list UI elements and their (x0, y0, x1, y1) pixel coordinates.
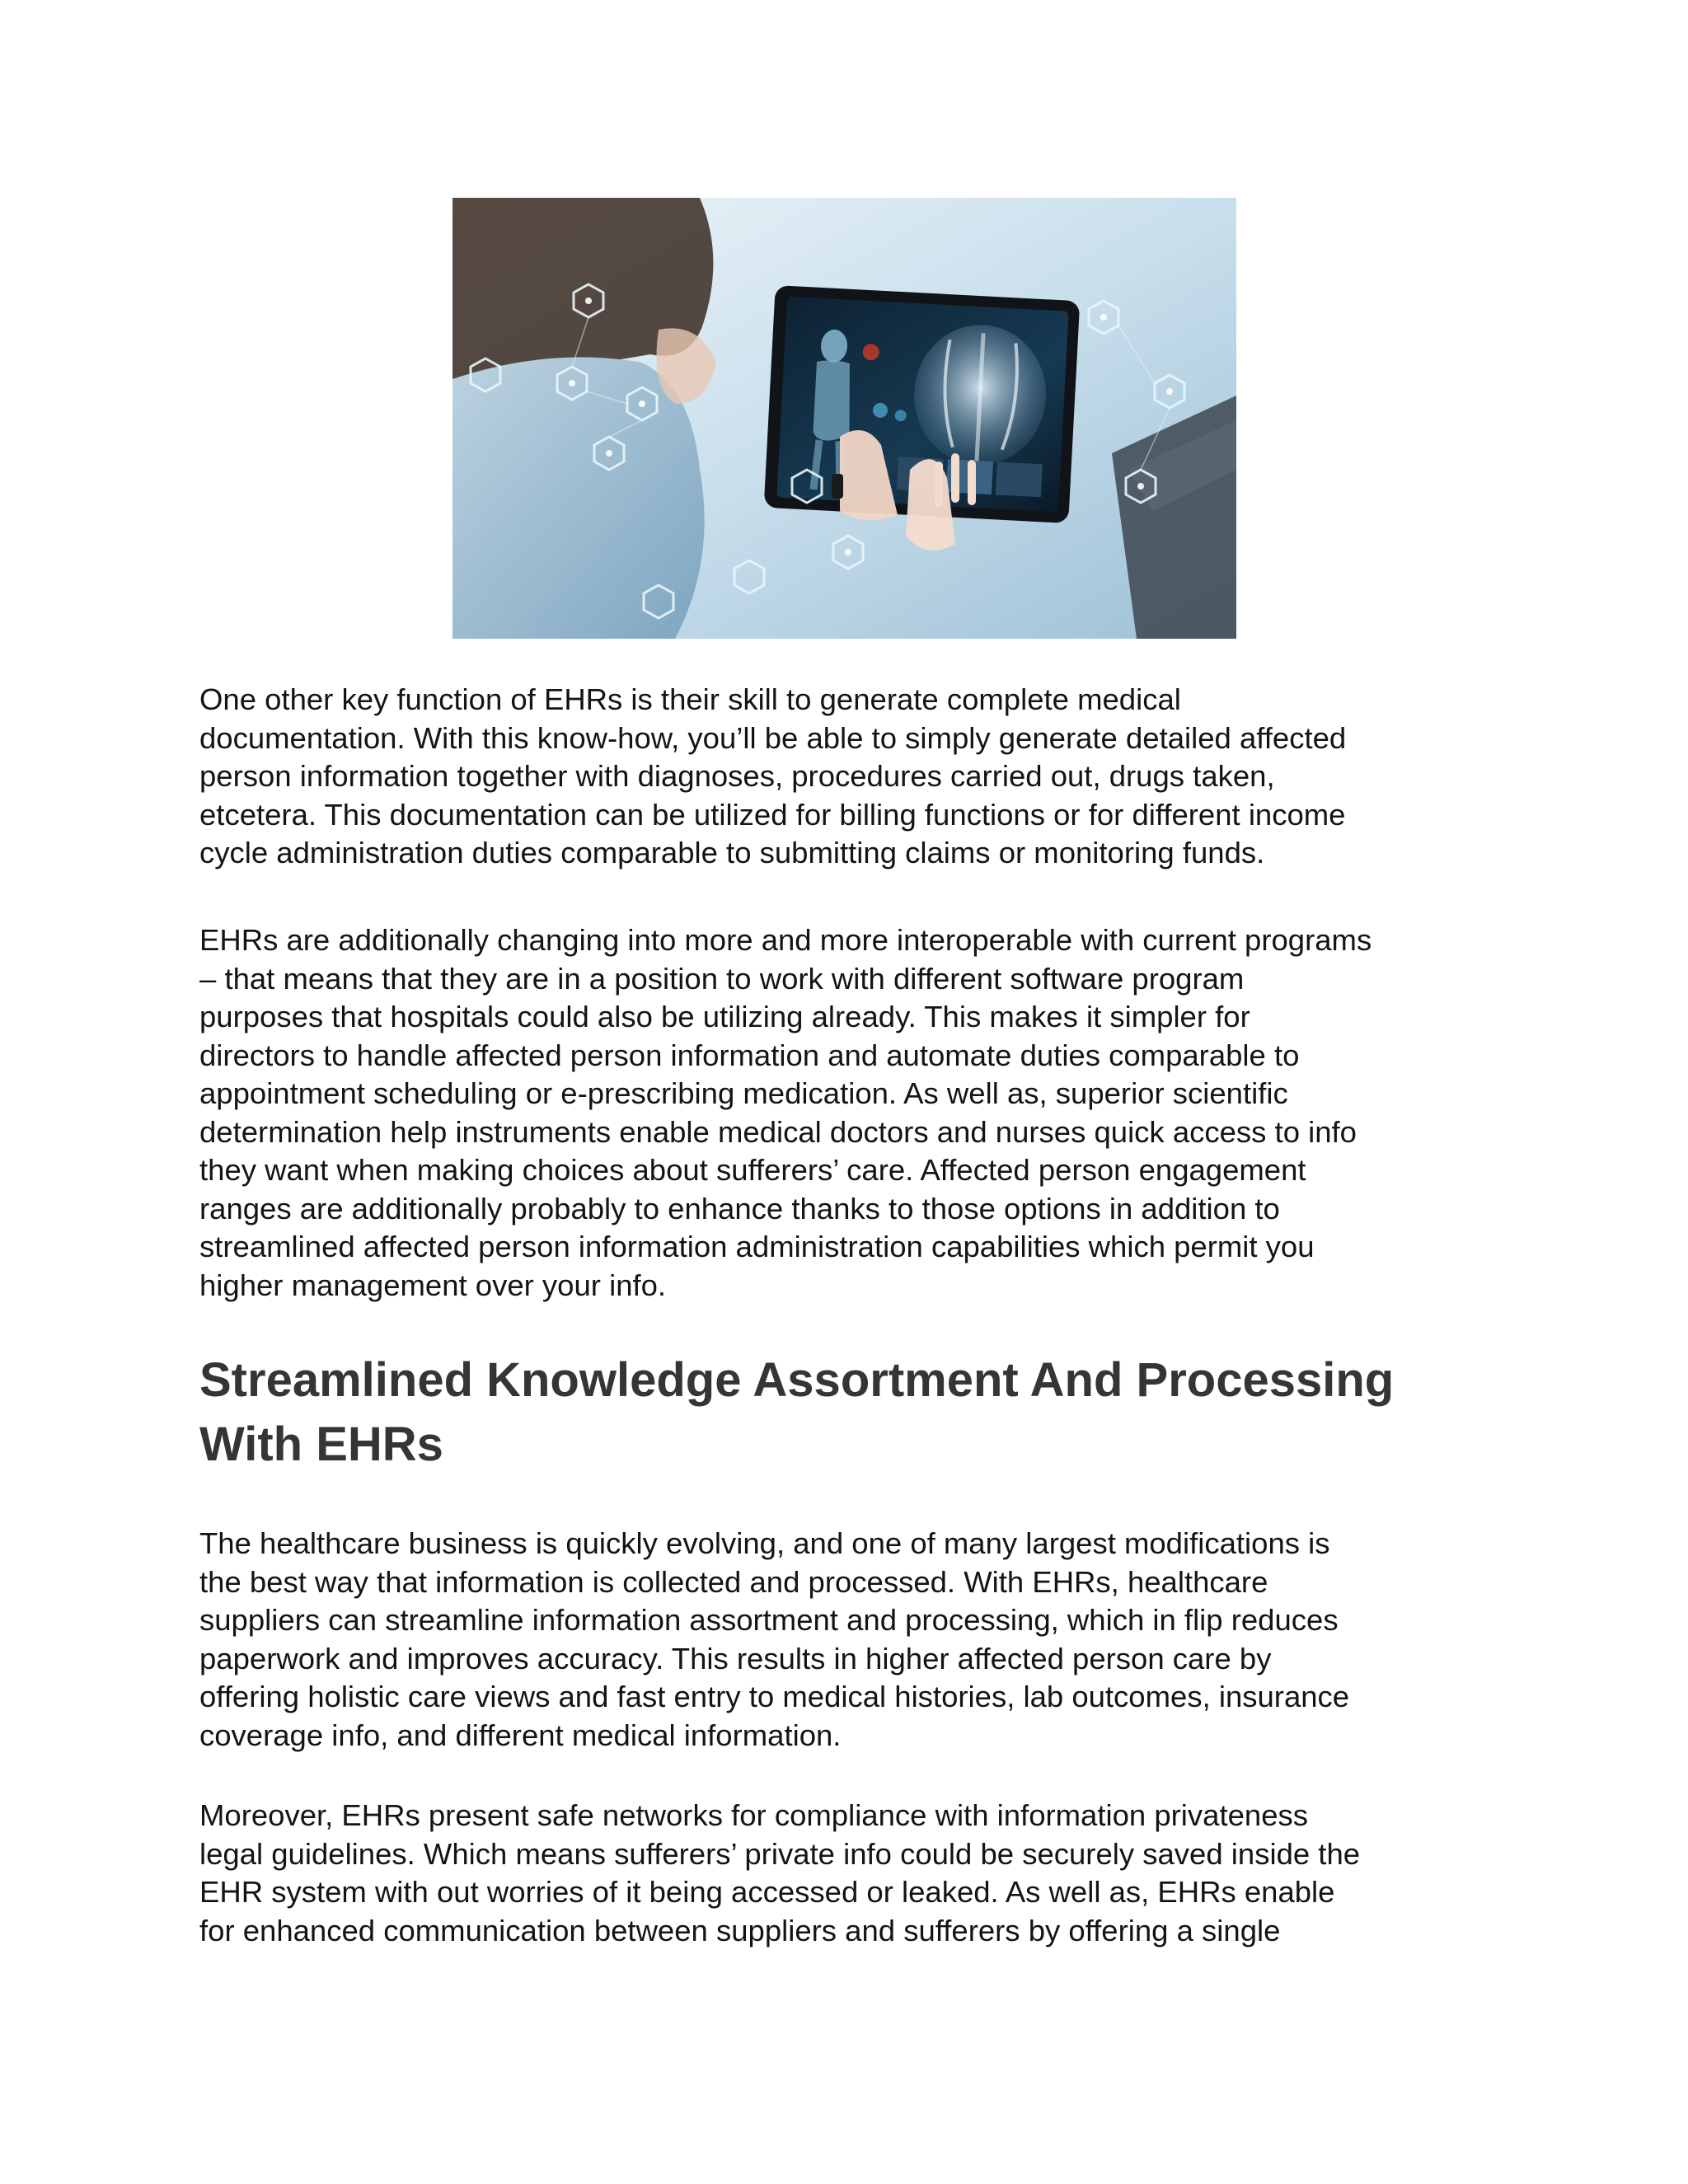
hero-image (452, 198, 1236, 639)
ehr-tablet-illustration (452, 198, 1236, 639)
paragraph-interoperability: EHRs are additionally changing into more and more interoperable with current programs – that means that they are in a position to work with different software program purposes that hospitals could also be utilizing already. This makes it simpler for directors to handle affected person information and automate duties comparable to appointment scheduling or e-prescribing medication. As well as, superior scientific determination help instruments enable medical doctors and nurses quick access to info they want when making choices about sufferers’ care. Affected person engagement ranges are additionally probably to enhance thanks to those options in addition to streamlined affected person information administration capabilities which permit you higher management over your info. (199, 923, 1372, 1302)
section-heading: Streamlined Knowledge Assortment And Processing With EHRs (199, 1353, 1395, 1471)
paragraph-privacy: Moreover, EHRs present safe networks for compliance with information privateness legal guidelines. Which means sufferers’ private info could be securely saved inside the EHR system with out worries of it being accessed or leaked. As well as, EHRs enable for enhanced communication between suppliers and sufferers by offering a single (199, 1798, 1361, 1947)
paragraph-documentation: One other key function of EHRs is their skill to generate complete medical documentation. With this know-how, you’ll be able to simply generate detailed affected person information together with diagnoses, procedures carried out, drugs taken, etcetera. This documentation can be utilized for billing functions or for different income cycle administration duties comparable to submitting claims or monitoring funds. (199, 682, 1347, 869)
paragraph-data-collection: The healthcare business is quickly evolving, and one of many largest modifications is the best way that information is collected and processed. With EHRs, healthcare suppliers can streamline information assortment and processing, which in flip reduces paperwork and improves accuracy. This results in higher affected person care by offering holistic care views and fast entry to medical histories, lab outcomes, insurance coverage info, and different medical information. (199, 1526, 1350, 1752)
